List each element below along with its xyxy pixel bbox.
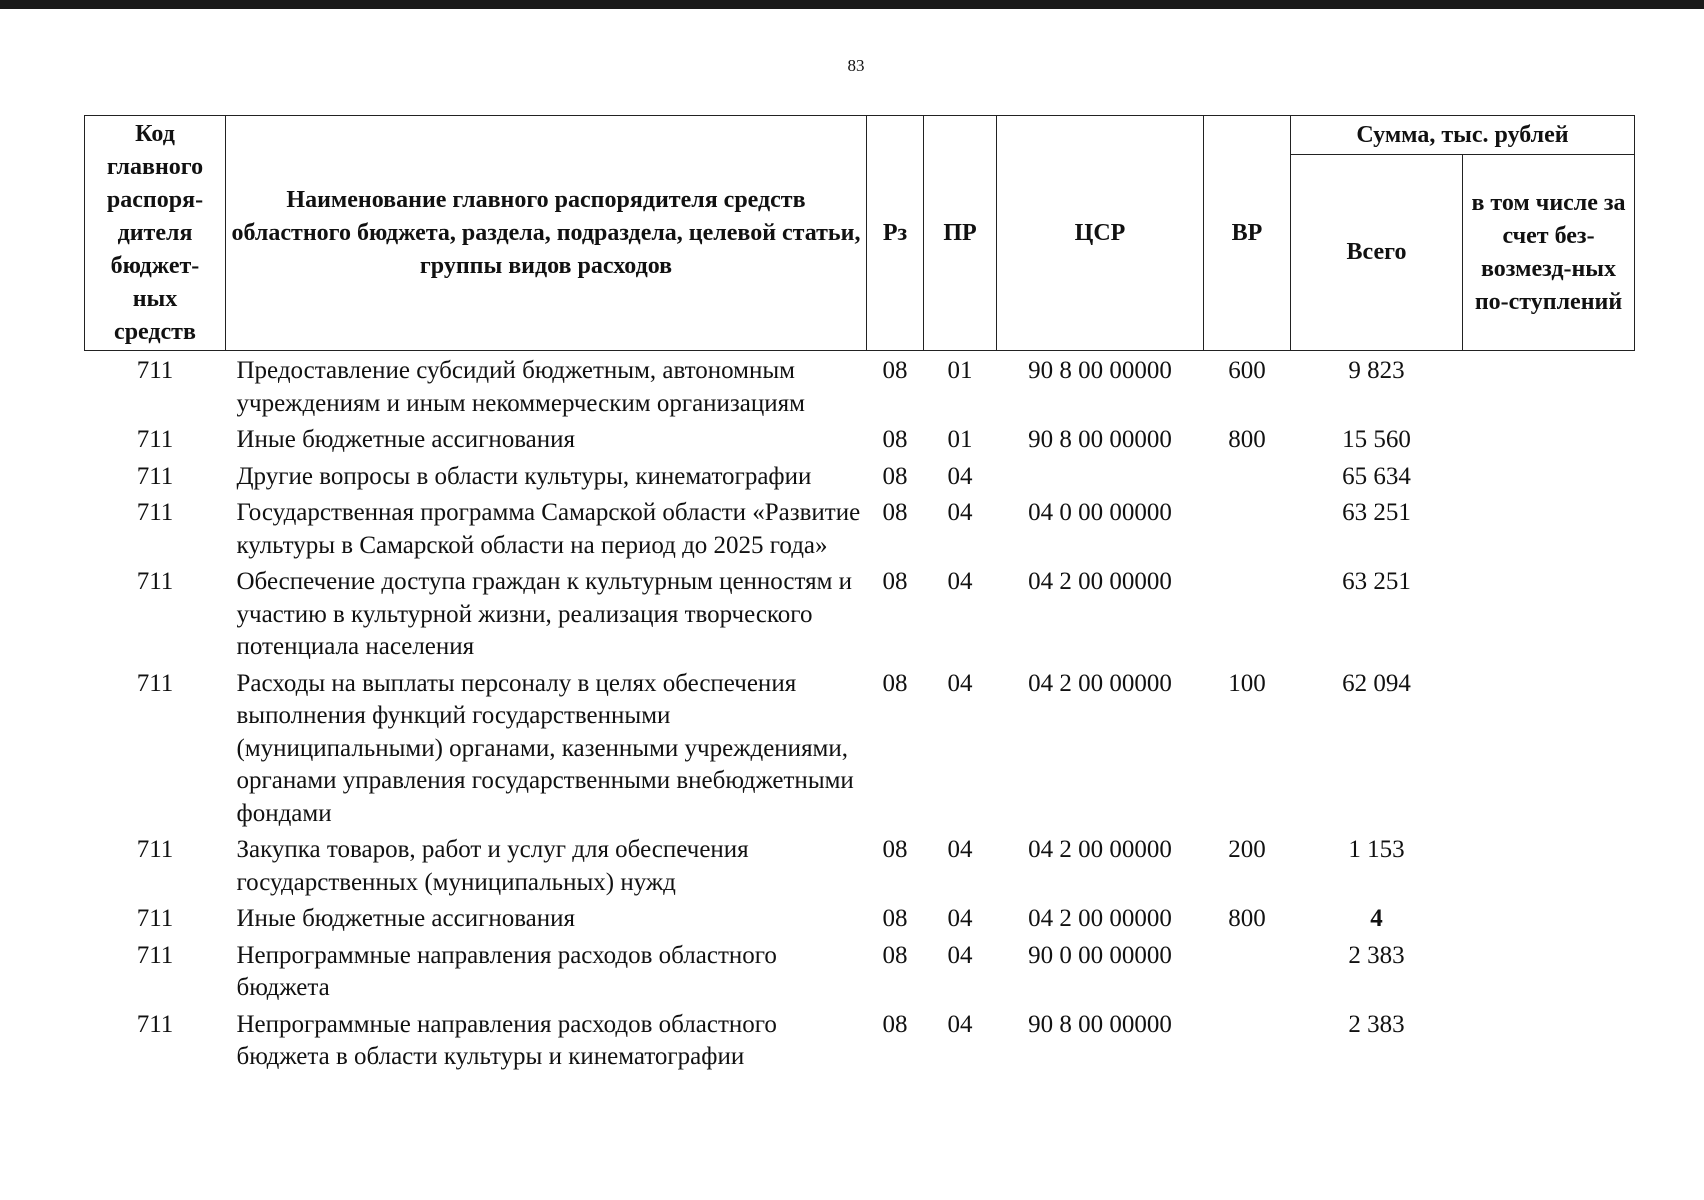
code-cell: 711 — [136, 836, 174, 863]
gratuitous-cell — [1463, 830, 1635, 899]
vr-cell: 200 — [1228, 836, 1266, 863]
table-body — [85, 351, 1635, 1074]
gratuitous-cell — [1463, 1005, 1635, 1074]
csr-cell — [997, 457, 1204, 494]
pr-cell: 04 — [947, 836, 973, 863]
name-cell: Другие вопросы в области культуры, кинематографии — [236, 462, 812, 490]
header-gratuitous: в том числе за счет без-возмезд-ных по-ступлений — [1463, 155, 1635, 351]
pr-cell: 04 — [947, 941, 973, 969]
name-cell: Непрограммные направления расходов областного бюджета — [236, 941, 777, 1001]
total-cell: 2 383 — [1348, 1010, 1405, 1038]
pr-cell: 04 — [947, 1010, 973, 1038]
code-cell: 711 — [136, 905, 174, 932]
header-code: Код главного распоря-дителя бюджет-ных средств — [85, 116, 226, 351]
table-row — [85, 457, 1635, 494]
gratuitous-cell — [1463, 420, 1635, 457]
table-row — [85, 493, 1635, 562]
code-cell: 711 — [136, 462, 174, 490]
name-cell: Закупка товаров, работ и услуг для обеспечения государственных (муниципальных) нужд — [236, 836, 749, 896]
pr-cell: 04 — [947, 499, 973, 526]
gratuitous-cell — [1463, 664, 1635, 831]
rz-cell: 08 — [882, 357, 908, 384]
rz-cell: 08 — [882, 1010, 908, 1038]
header-sum-group: Сумма, тыс. рублей — [1291, 116, 1635, 155]
name-cell: Обеспечение доступа граждан к культурным ценностям и участию в культурной жизни, реализация творческого потенциала населения — [236, 568, 853, 660]
total-cell: 9 823 — [1348, 357, 1405, 384]
code-cell: 711 — [136, 426, 174, 453]
csr-cell: 04 0 00 00000 — [1028, 499, 1172, 526]
budget-table — [84, 115, 1635, 1074]
vr-cell — [1204, 1005, 1291, 1074]
pr-cell: 01 — [947, 426, 973, 453]
total-cell: 1 153 — [1348, 836, 1405, 863]
name-cell: Расходы на выплаты персоналу в целях обеспечения выполнения функций государственными (муниципальными) органами, казенными учреждениями, органами управления государственными внебюджетными фондами — [236, 669, 854, 827]
vr-cell — [1204, 457, 1291, 494]
page-number: 83 — [847, 56, 865, 75]
table-row — [85, 420, 1635, 457]
vr-cell — [1204, 562, 1291, 664]
name-cell: Непрограммные направления расходов областного бюджета в области культуры и кинематографии — [236, 1010, 777, 1070]
vr-cell: 800 — [1228, 426, 1266, 453]
vr-cell: 800 — [1228, 905, 1266, 932]
vr-cell: 600 — [1228, 357, 1266, 384]
code-cell: 711 — [136, 499, 174, 526]
pr-cell: 04 — [947, 669, 973, 697]
header-vr: ВР — [1204, 116, 1291, 351]
csr-cell: 04 2 00 00000 — [1028, 568, 1172, 595]
code-cell: 711 — [136, 357, 174, 384]
gratuitous-cell — [1463, 936, 1635, 1005]
rz-cell: 08 — [882, 426, 908, 453]
table-row — [85, 664, 1635, 831]
name-cell: Иные бюджетные ассигнования — [236, 426, 576, 453]
table-row — [85, 830, 1635, 899]
csr-cell: 90 8 00 00000 — [1028, 1010, 1172, 1038]
pr-cell: 04 — [947, 905, 973, 932]
total-cell: 4 — [1370, 905, 1383, 932]
code-cell: 711 — [136, 568, 174, 595]
rz-cell: 08 — [882, 669, 908, 697]
csr-cell: 04 2 00 00000 — [1028, 836, 1172, 863]
name-cell: Государственная программа Самарской области «Развитие культуры в Самарской области на период до 2025 года» — [236, 499, 861, 559]
header-total: Всего — [1291, 155, 1463, 351]
total-cell: 15 560 — [1342, 426, 1411, 453]
rz-cell: 08 — [882, 941, 908, 969]
vr-cell: 100 — [1228, 669, 1266, 697]
total-cell: 62 094 — [1342, 669, 1411, 697]
code-cell: 711 — [136, 1010, 174, 1038]
csr-cell: 90 8 00 00000 — [1028, 426, 1172, 453]
header-rz: Рз — [867, 116, 924, 351]
vr-cell — [1204, 936, 1291, 1005]
rz-cell: 08 — [882, 462, 908, 490]
gratuitous-cell — [1463, 457, 1635, 494]
csr-cell: 04 2 00 00000 — [1028, 905, 1172, 932]
rz-cell: 08 — [882, 836, 908, 863]
name-cell: Предоставление субсидий бюджетным, автономным учреждениям и иным некоммерческим организациям — [236, 357, 805, 417]
total-cell: 63 251 — [1342, 568, 1411, 595]
rz-cell: 08 — [882, 905, 908, 932]
csr-cell: 04 2 00 00000 — [1028, 669, 1172, 697]
header-csr: ЦСР — [997, 116, 1204, 351]
csr-cell: 90 8 00 00000 — [1028, 357, 1172, 384]
header-name: Наименование главного распорядителя средств областного бюджета, раздела, подраздела, целевой статьи, группы видов расходов — [226, 116, 867, 351]
pr-cell: 04 — [947, 462, 973, 490]
name-cell: Иные бюджетные ассигнования — [236, 905, 576, 932]
gratuitous-cell — [1463, 351, 1635, 421]
table-row — [85, 1005, 1635, 1074]
code-cell: 711 — [136, 941, 174, 969]
total-cell: 65 634 — [1342, 462, 1411, 490]
header-pr: ПР — [924, 116, 997, 351]
table-header — [85, 116, 1635, 351]
gratuitous-cell — [1463, 493, 1635, 562]
pr-cell: 01 — [947, 357, 973, 384]
table-row — [85, 899, 1635, 936]
gratuitous-cell — [1463, 562, 1635, 664]
pr-cell: 04 — [947, 568, 973, 595]
table-row — [85, 351, 1635, 421]
page-top-border — [0, 0, 1704, 9]
table-row — [85, 936, 1635, 1005]
rz-cell: 08 — [882, 568, 908, 595]
rz-cell: 08 — [882, 499, 908, 526]
table-row — [85, 562, 1635, 664]
vr-cell — [1204, 493, 1291, 562]
total-cell: 2 383 — [1348, 941, 1405, 969]
total-cell: 63 251 — [1342, 499, 1411, 526]
code-cell: 711 — [136, 669, 174, 697]
gratuitous-cell — [1463, 899, 1635, 936]
csr-cell: 90 0 00 00000 — [1028, 941, 1172, 969]
